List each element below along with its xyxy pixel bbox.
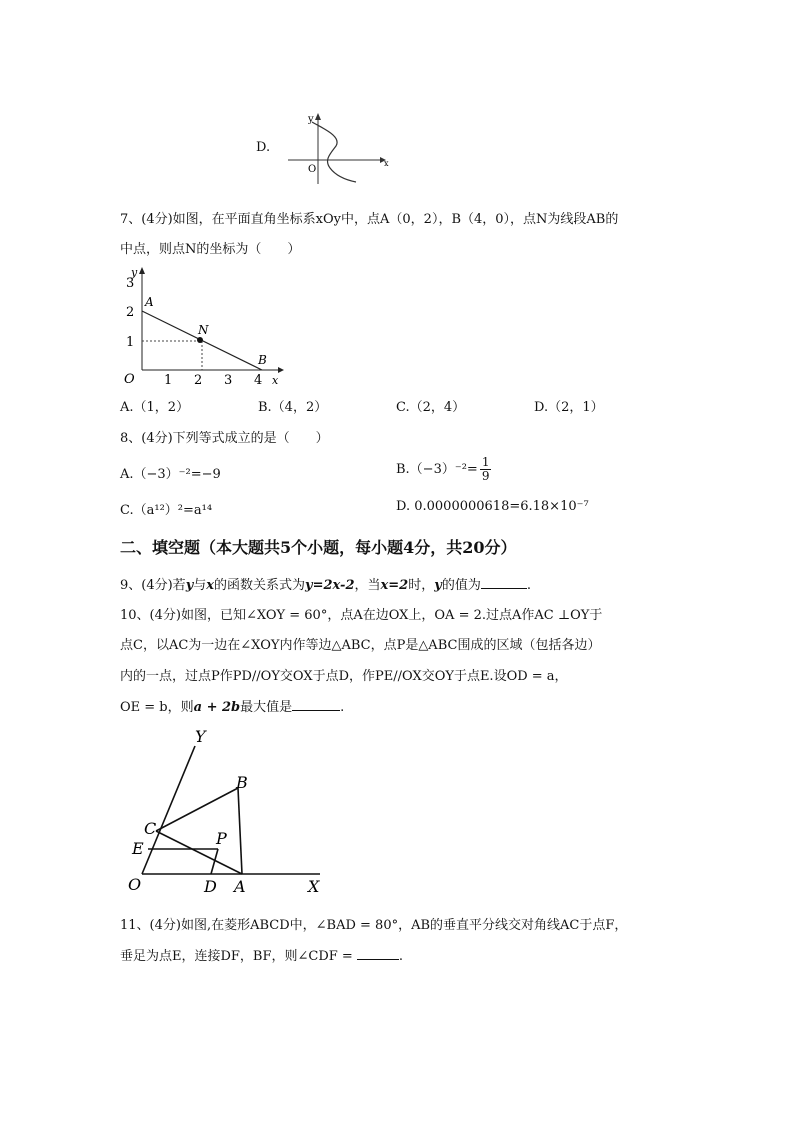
q10-ray-oy bbox=[142, 746, 195, 874]
q10-expression: a + 2b bbox=[193, 700, 241, 715]
q10-label-a: A bbox=[234, 877, 246, 896]
q8-fraction-denominator: 9 bbox=[481, 469, 490, 483]
q7-point-n bbox=[197, 337, 203, 343]
q7-option-d: D.（2，1） bbox=[534, 400, 604, 415]
q7-point-a-label: A bbox=[145, 295, 154, 309]
q9-function-expr: y=2x-2 bbox=[305, 578, 355, 593]
section-heading: 二、填空题（本大题共5个小题，每小题4分，共20分） bbox=[120, 538, 517, 557]
q8-option-c: C.（a¹²）²=a¹⁴ bbox=[120, 503, 213, 518]
q11-line1: 11、(4分)如图,在菱形ABCD中，∠BAD = 80°，AB的垂直平分线交对角线AC于点F， bbox=[120, 918, 628, 933]
q9-text-2: 与 bbox=[193, 578, 207, 593]
q10-end-period: . bbox=[340, 700, 345, 715]
q7-xtick-3: 3 bbox=[224, 373, 233, 388]
q7-x-axis-label: x bbox=[272, 374, 279, 387]
q10-line4-suffix: 最大值是 bbox=[240, 700, 293, 715]
q9-condition: x=2 bbox=[380, 578, 409, 593]
q7-origin-label: O bbox=[124, 372, 135, 387]
q10-label-b: B bbox=[236, 773, 248, 792]
q7-ytick-2: 2 bbox=[126, 305, 135, 320]
q9-text-4: ，当 bbox=[354, 578, 381, 593]
q10-line2: 点C，以AC为一边在∠XOY内作等边△ABC，点P是△ABC围成的区域（包括各边） bbox=[120, 638, 601, 653]
q9-var-y: y bbox=[185, 578, 194, 593]
q7-y-axis-label: y bbox=[131, 266, 138, 279]
q7-option-c: C.（2，4） bbox=[396, 400, 466, 415]
q6-graph-y-label: y bbox=[308, 114, 314, 125]
q10-label-c: C bbox=[144, 819, 157, 838]
q10-label-o: O bbox=[128, 875, 142, 894]
q7-ytick-3: 3 bbox=[126, 276, 135, 291]
q9-text-5: 时， bbox=[408, 578, 435, 593]
q7-xtick-2: 2 bbox=[194, 373, 203, 388]
q7-ytick-1: 1 bbox=[126, 335, 135, 350]
q8-option-b bbox=[396, 456, 491, 483]
q9-var-x: x bbox=[206, 578, 215, 593]
q8-option-b-prefix: B.（−3）⁻²= bbox=[396, 462, 478, 477]
q8-option-b-fraction bbox=[480, 456, 492, 483]
q10-label-d: D bbox=[204, 877, 217, 896]
q9-text-1: 9、(4分)若 bbox=[120, 578, 186, 593]
q10-label-e: E bbox=[132, 839, 144, 858]
q9-answer-blank[interactable] bbox=[481, 576, 527, 589]
q8-fraction-numerator: 1 bbox=[481, 455, 490, 469]
q8-option-d: D. 0.0000000618=6.18×10⁻⁷ bbox=[396, 499, 589, 514]
q11-end-period: . bbox=[398, 949, 403, 964]
q11-line2-text: 垂足为点E，连接DF，BF，则∠CDF = bbox=[120, 949, 353, 964]
q10-line4 bbox=[120, 696, 344, 715]
q9-text-3: 的函数关系式为 bbox=[214, 578, 306, 593]
q10-answer-blank[interactable] bbox=[292, 698, 340, 711]
q11-line2 bbox=[120, 945, 403, 964]
q11-answer-blank[interactable] bbox=[357, 947, 399, 960]
q9-var-y2: y bbox=[434, 578, 442, 593]
q10-label-p: P bbox=[216, 829, 227, 848]
q7-point-b-label: B bbox=[258, 353, 267, 367]
q10-label-x: X bbox=[308, 877, 320, 896]
q10-label-y: Y bbox=[195, 727, 206, 746]
q7-point-n-label: N bbox=[198, 323, 209, 337]
q10-line3: 内的一点，过点P作PD//OY交OX于点D，作PE//OX交OY于点E.设OD = a， bbox=[120, 669, 568, 684]
q7-xtick-4: 4 bbox=[254, 373, 263, 388]
q7-option-b: B.（4，2） bbox=[258, 400, 328, 415]
q9-text-6: 的值为 bbox=[441, 578, 481, 593]
q7-figure bbox=[112, 262, 292, 388]
q6-graph-x-label: x bbox=[384, 159, 389, 168]
q6-graph-origin-label: O bbox=[308, 164, 317, 175]
q8-option-a: A.（−3）⁻²=−9 bbox=[120, 467, 221, 482]
q9-stem bbox=[120, 574, 531, 593]
q10-line1: 10、(4分)如图，已知∠XOY = 60°，点A在边OX上，OA = 2.过点A作AC ⊥OY于 bbox=[120, 608, 603, 623]
q10-line4-prefix: OE = b，则 bbox=[120, 700, 194, 715]
q6-option-d-label: D. bbox=[256, 140, 271, 155]
q7-stem-line2: 中点，则点N的坐标为（ ） bbox=[120, 242, 301, 257]
q10-figure bbox=[120, 726, 340, 896]
q7-xtick-1: 1 bbox=[164, 373, 173, 388]
q9-end-period: . bbox=[526, 578, 531, 593]
q7-option-a: A.（1，2） bbox=[120, 400, 190, 415]
q8-stem: 8、(4分)下列等式成立的是（ ） bbox=[120, 431, 329, 446]
q7-stem-line1: 7、(4分)如图，在平面直角坐标系xOy中，点A（0，2），B（4，0），点N为线段AB的 bbox=[120, 212, 619, 227]
q6-option-d-graph bbox=[284, 108, 394, 188]
